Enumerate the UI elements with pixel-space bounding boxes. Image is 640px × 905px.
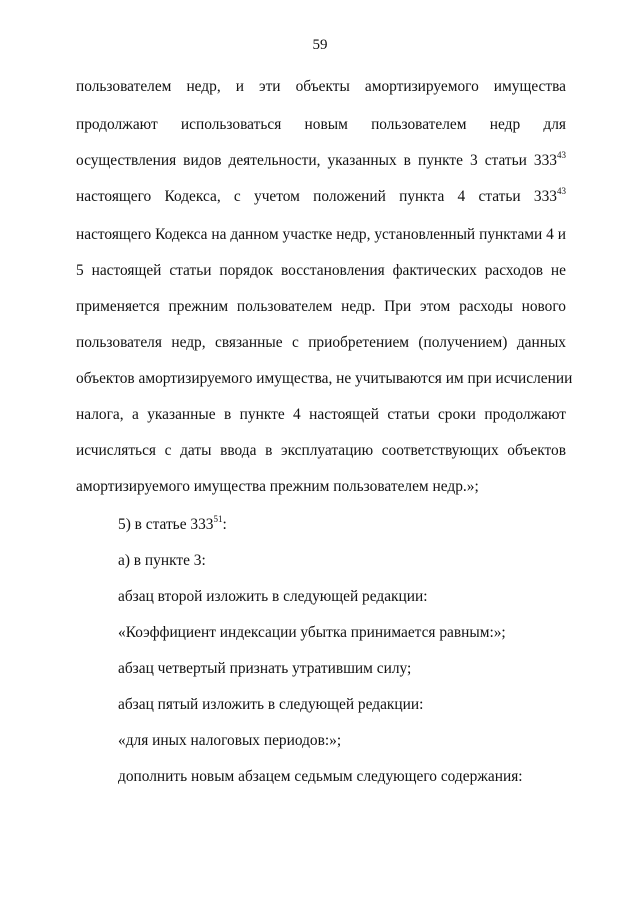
page-number: 59 <box>312 37 328 53</box>
text-line-body: осуществления видов деятельности, указанных в пункте 3 статьи 333 <box>76 152 557 169</box>
text-line: налога, а указанные в пункте 4 настоящей статьи сроки продолжают <box>76 406 566 423</box>
item-line: «Коэффициент индексации убытка принимается равным:»; <box>118 624 506 641</box>
item-line: дополнить новым абзацем седьмым следующего содержания: <box>118 768 523 785</box>
text-line: продолжают использоваться новым пользователем недр для <box>76 116 566 133</box>
item-line: «для иных налоговых периодов:»; <box>118 732 342 749</box>
text-line: амортизируемого имущества прежним пользователем недр.»; <box>76 478 479 495</box>
superscript: 43 <box>557 186 566 196</box>
text-line: пользователя недр, связанные с приобретением (получением) данных <box>76 334 566 351</box>
text-line: применяется прежним пользователем недр. При этом расходы нового <box>76 298 566 315</box>
item-5-tail: : <box>222 516 227 533</box>
text-line: 5 настоящей статьи порядок восстановления фактических расходов не <box>76 262 566 279</box>
text-line: исчисляться с даты ввода в эксплуатацию соответствующих объектов <box>76 442 566 459</box>
text-line <box>76 152 566 170</box>
item-line: абзац второй изложить в следующей редакции: <box>118 588 428 605</box>
text-line <box>76 188 566 206</box>
item-line: а) в пункте 3: <box>118 552 206 569</box>
superscript: 43 <box>557 150 566 160</box>
text-line: пользователем недр, и эти объекты амортизируемого имущества <box>76 78 566 95</box>
item-5-text: 5) в статье 333 <box>118 516 214 533</box>
item-5-line <box>118 516 566 534</box>
superscript: 51 <box>213 514 223 524</box>
text-line-body: настоящего Кодекса, с учетом положений пункта 4 статьи 333 <box>76 188 557 205</box>
text-line: настоящего Кодекса на данном участке недр, установленный пунктами 4 и <box>76 226 566 243</box>
item-line: абзац пятый изложить в следующей редакции: <box>118 696 424 713</box>
item-line: абзац четвертый признать утратившим силу; <box>118 660 412 677</box>
text-line: объектов амортизируемого имущества, не учитываются им при исчислении <box>76 370 573 387</box>
